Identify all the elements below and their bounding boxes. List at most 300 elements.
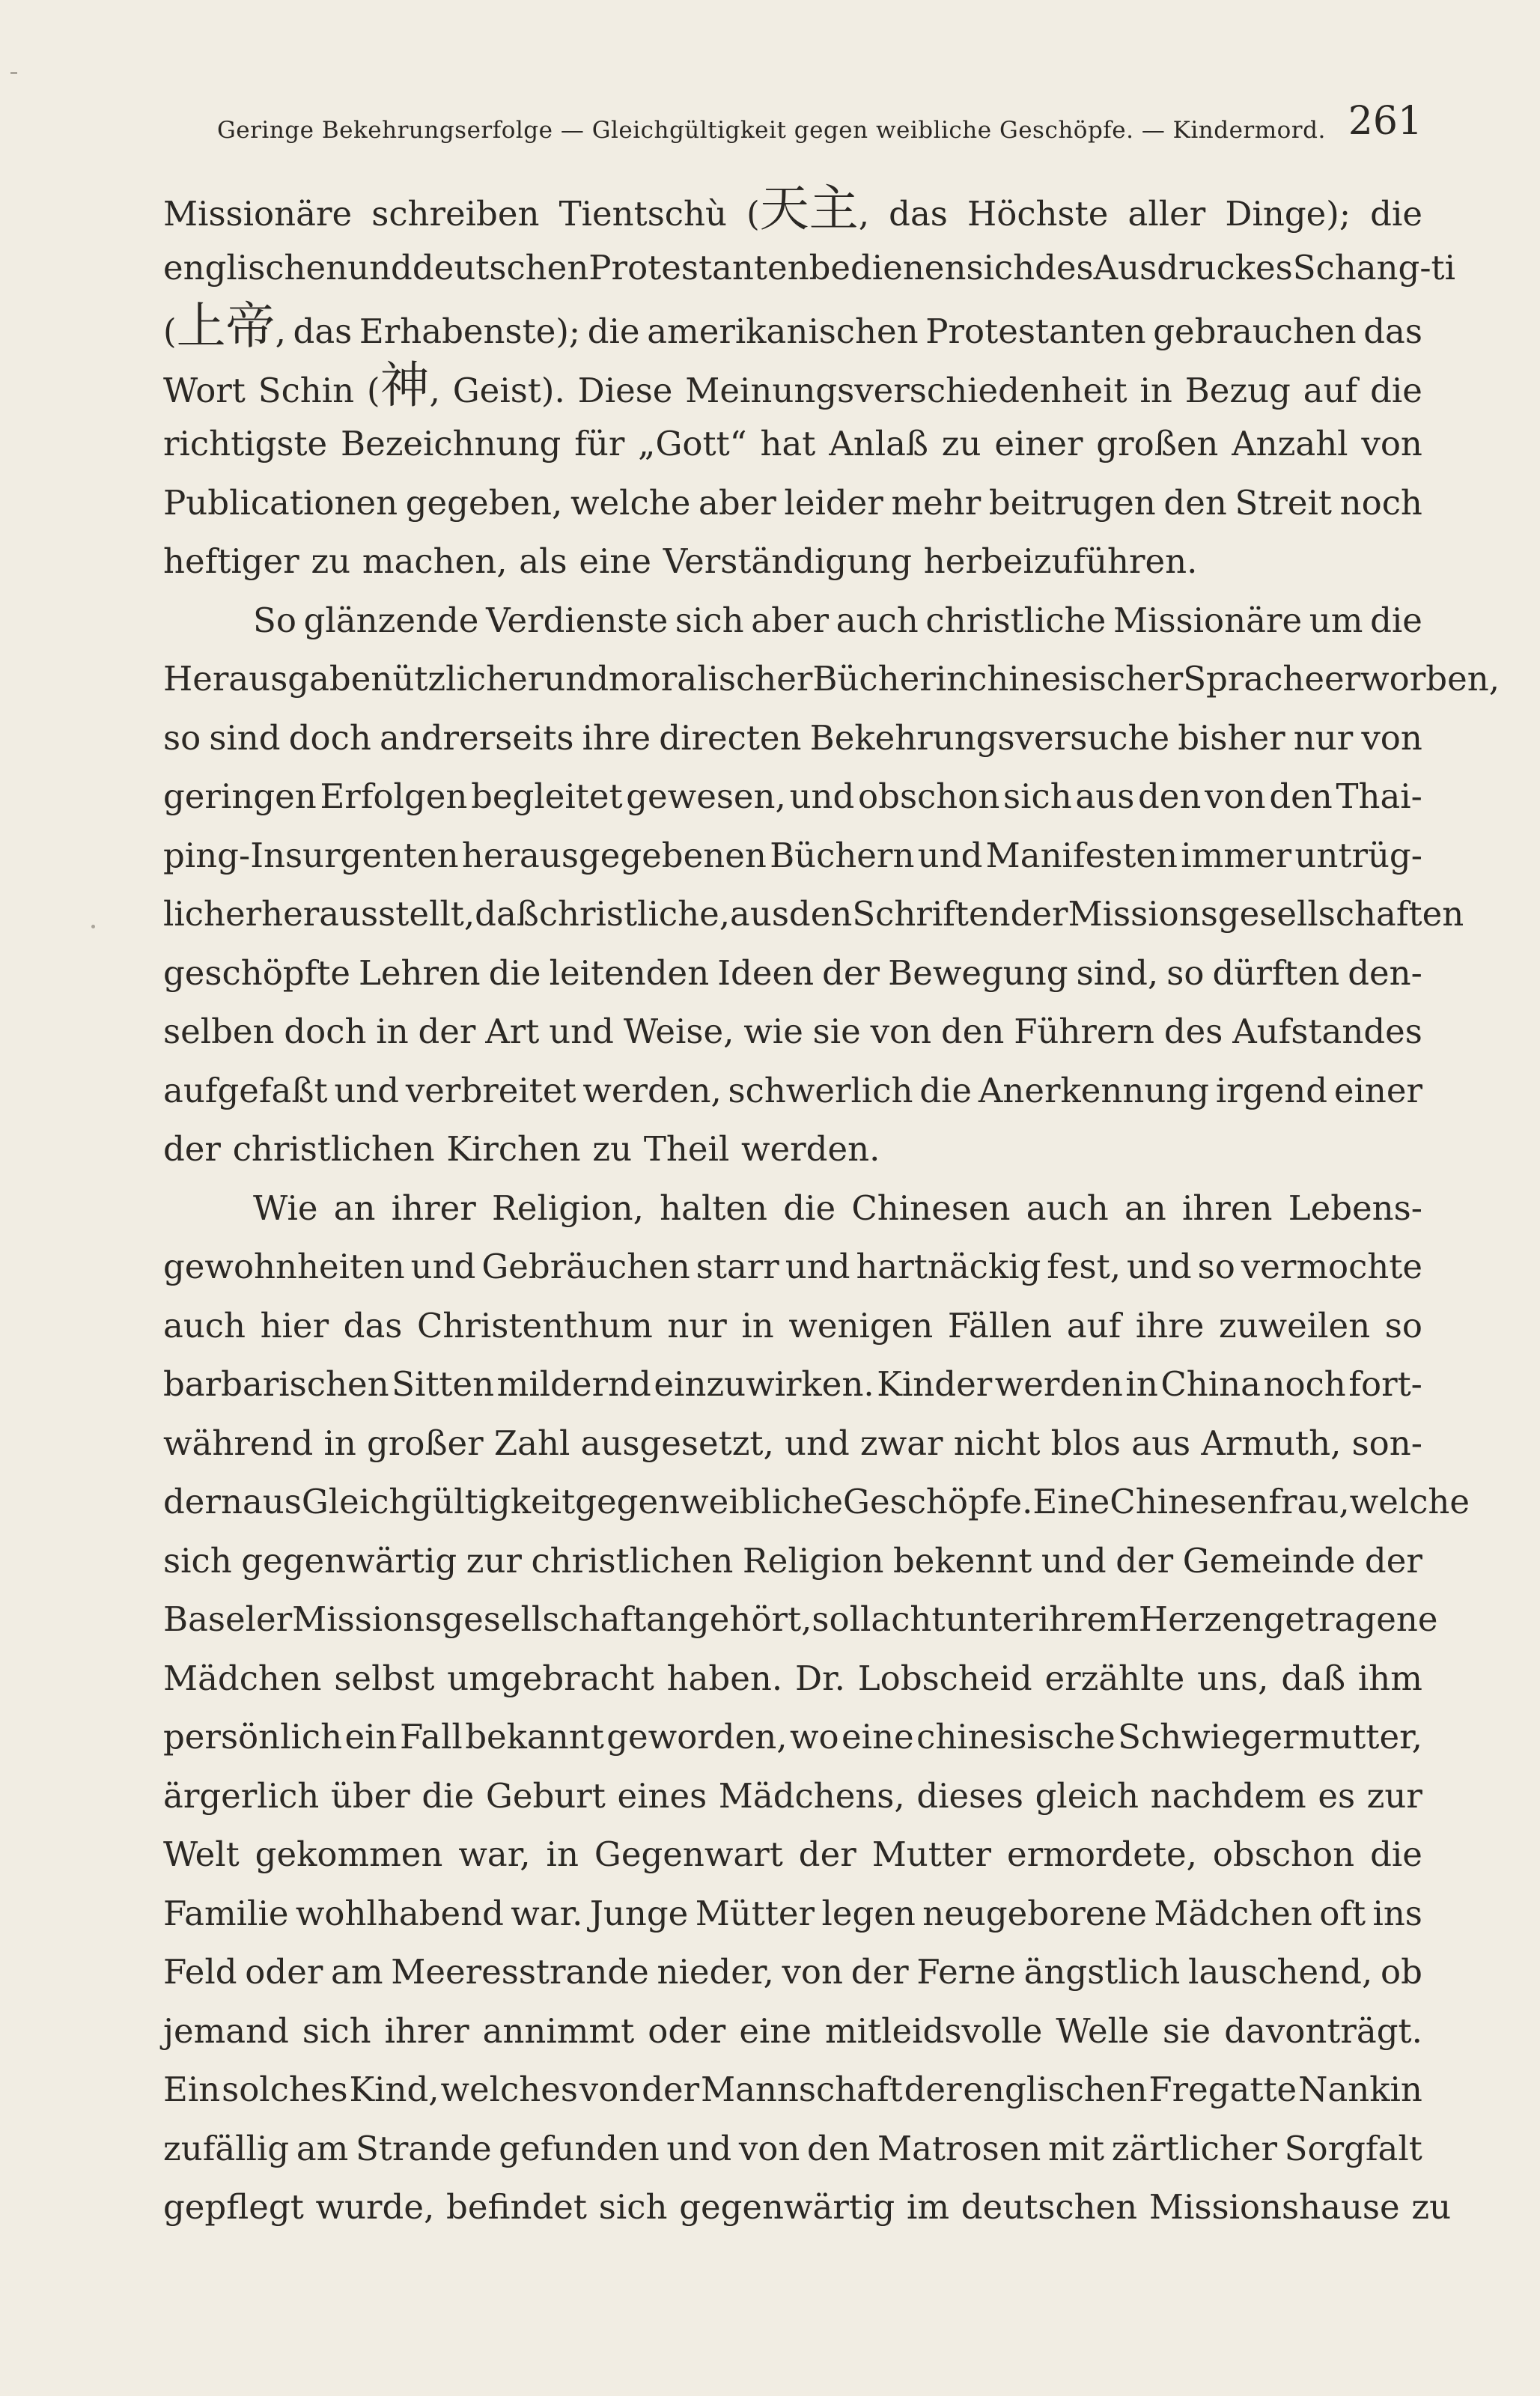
word: eines (617, 1775, 707, 1816)
word: herbeizuführen. (923, 541, 1198, 581)
word: Eine (1032, 1482, 1110, 1521)
word: Sitten (392, 1364, 495, 1404)
word: und (917, 835, 983, 875)
word: Geist). (452, 370, 565, 410)
word: Zahl (493, 1423, 570, 1463)
word: Nankin (1298, 2070, 1422, 2109)
word: Meeresstrande (391, 1952, 649, 1992)
word: gewesen, (626, 776, 786, 816)
word: Kinder (877, 1364, 993, 1404)
word: gleich (1035, 1775, 1139, 1816)
word: immer (1181, 835, 1292, 875)
word: Religion, (492, 1188, 644, 1228)
word: Lobscheid (857, 1658, 1032, 1698)
word: glänzende (303, 600, 479, 640)
word: englischen (163, 247, 348, 288)
word: Christenthum (416, 1305, 653, 1346)
word: wurde, (315, 2187, 435, 2227)
word: Chinesenfrau, (1110, 1482, 1350, 1521)
word: halten (660, 1188, 768, 1228)
word: Ein (163, 2070, 221, 2109)
word: und (785, 1247, 850, 1286)
word: licher (163, 894, 262, 934)
word: sind (209, 717, 281, 758)
word: und (544, 659, 609, 699)
paragraph (163, 1179, 1470, 2237)
word: und (347, 247, 413, 288)
word: zu (311, 541, 351, 581)
word: christliche, (538, 894, 731, 934)
word: verbreitet (405, 1070, 576, 1110)
word: ob (1380, 1952, 1422, 1992)
word: werden. (741, 1129, 880, 1169)
word: Schriften (852, 894, 1011, 934)
word: chinesische (916, 1717, 1116, 1757)
text-line (163, 1590, 1438, 1649)
word: ausgesetzt, (580, 1423, 774, 1463)
word: geworden, (606, 1717, 788, 1757)
word: Erhabenste); (359, 311, 581, 351)
word: den (1163, 482, 1227, 523)
word: mit (1047, 2128, 1105, 2168)
word: werden, (582, 1070, 722, 1110)
word: deutschen (961, 2187, 1138, 2227)
word: bekennt (892, 1540, 1032, 1581)
word: Schang-ti (1292, 247, 1456, 288)
word: auch (836, 600, 919, 640)
word: Chinesen (851, 1188, 1011, 1228)
word: Wie (253, 1188, 318, 1228)
word: so (1166, 952, 1205, 993)
word: doch (284, 1012, 367, 1051)
word: noch (1263, 1364, 1346, 1404)
word: zur (466, 1540, 522, 1581)
word: Kind, (349, 2070, 439, 2109)
word: war, (458, 1834, 531, 1874)
text-line (163, 2002, 1422, 2061)
word: bekannt (465, 1717, 604, 1757)
word: davonträgt. (1224, 2010, 1422, 2051)
word: Anzahl (1232, 424, 1348, 463)
word: Bezug (1184, 370, 1291, 410)
word: Protestanten (925, 311, 1146, 351)
word: und (410, 1247, 476, 1286)
word: nützlicher (371, 659, 544, 699)
word: jemand (163, 2010, 289, 2051)
word: von (1205, 776, 1266, 816)
word: in (1139, 370, 1172, 410)
word: annimmt (482, 2010, 635, 2051)
page-header (217, 96, 1422, 156)
text-line (163, 944, 1422, 1003)
word: als (519, 541, 567, 581)
word: sind, (1076, 952, 1159, 993)
word: das (1363, 311, 1422, 351)
word: den (1138, 776, 1202, 816)
word: richtigste (163, 424, 328, 463)
word: ihrem (1038, 1599, 1139, 1639)
word: uns, (1197, 1658, 1269, 1698)
word: den- (1348, 952, 1422, 993)
word: unter (945, 1599, 1038, 1639)
word: Junge (589, 1893, 689, 1933)
word: die (783, 1188, 836, 1228)
word: oder (245, 1952, 323, 1992)
word: am (296, 2128, 349, 2168)
word: ihm (1357, 1658, 1422, 1698)
word: blos (1050, 1423, 1121, 1463)
word: dieses (916, 1775, 1023, 1816)
word: nachdem (1150, 1775, 1306, 1816)
word: von (782, 1952, 843, 1992)
word: und (785, 1423, 850, 1463)
word: Religion (742, 1540, 884, 1581)
word: in (1125, 1364, 1158, 1404)
word: hier (260, 1305, 329, 1346)
word: „Gott“ (638, 424, 747, 463)
word: werden (994, 1364, 1123, 1404)
word: obschon (1212, 1834, 1355, 1874)
text-line (163, 592, 1422, 651)
word: erworben, (1324, 659, 1500, 699)
word: bedienen (809, 247, 967, 288)
word: den (788, 894, 853, 934)
word: die (421, 1775, 475, 1816)
word: während (163, 1423, 314, 1463)
word: ihre (1135, 1305, 1205, 1346)
word: daß (1281, 1658, 1346, 1698)
word: legen (821, 1893, 916, 1933)
word: schreiben (371, 194, 540, 234)
word: vermochte (1241, 1247, 1422, 1286)
word: zu (941, 424, 981, 463)
word: in (376, 1012, 409, 1051)
word: Mädchens, (718, 1775, 905, 1816)
word: so (1384, 1305, 1422, 1346)
word: mildernd (496, 1364, 651, 1404)
word: die (1370, 194, 1422, 234)
word: daß (475, 894, 539, 934)
word: fest, (1047, 1247, 1121, 1286)
word: so (163, 717, 201, 758)
word: des (1163, 1012, 1223, 1051)
word: an (333, 1188, 376, 1228)
word: christlichen (531, 1540, 734, 1581)
word: So (253, 600, 296, 640)
word: Ideen (717, 952, 815, 993)
text-line (163, 1003, 1422, 1062)
word: hartnäckig (856, 1247, 1041, 1286)
word: son- (1351, 1423, 1422, 1463)
word: Mädchen (1154, 1893, 1312, 1933)
word: soll (812, 1599, 871, 1639)
word: Mädchen (163, 1658, 322, 1698)
word: zu (1411, 2187, 1452, 2227)
word: zufällig (163, 2128, 290, 2168)
word: einzuwirken. (654, 1364, 874, 1404)
word: Publicationen (163, 482, 398, 523)
text-line (163, 1062, 1422, 1121)
word: leitenden (549, 952, 710, 993)
word: herausstellt, (261, 894, 475, 934)
word: schwerlich (728, 1070, 913, 1110)
word: irgend (1215, 1070, 1328, 1110)
word: Missionsgesellschaft (292, 1599, 647, 1639)
word: machen, (362, 541, 508, 581)
word: Ferne (916, 1952, 1016, 1992)
word: an (1124, 1188, 1166, 1228)
word: ihre (582, 717, 651, 758)
word: Missionäre (163, 194, 353, 234)
margin-speck (91, 925, 95, 928)
word: aus (730, 894, 789, 934)
word: Meinungsverschiedenheit (685, 370, 1127, 410)
word: mehr (891, 482, 981, 523)
word: Büchern (770, 835, 915, 875)
word: aus (1075, 776, 1135, 816)
word: der (1116, 1540, 1174, 1581)
word: Lebens- (1288, 1188, 1422, 1228)
word: Führern (1014, 1012, 1155, 1051)
word: Bekehrungsversuche (809, 717, 1170, 758)
word: beitrugen (988, 482, 1156, 523)
word: Dr. (795, 1658, 845, 1698)
word: Protestanten (588, 247, 809, 288)
word: von (1361, 424, 1422, 463)
word: Herausgabe (163, 659, 371, 699)
word: in (546, 1834, 579, 1874)
word: Mannschaft (701, 2070, 903, 2109)
word: chinesischer (968, 659, 1184, 699)
word: das (293, 311, 353, 351)
text-line (163, 709, 1422, 768)
word: Schin (258, 370, 355, 410)
word: Manifesten (985, 835, 1178, 875)
word: amerikanischen (647, 311, 919, 351)
word: der (822, 952, 880, 993)
text-line (163, 1767, 1422, 1826)
word: eine (841, 1717, 914, 1757)
word: zwar (860, 1423, 943, 1463)
word: geringen (163, 776, 317, 816)
word: einer (994, 424, 1083, 463)
word: Matrosen (877, 2128, 1041, 2168)
word: gegenwärtig (679, 2187, 895, 2227)
word: Sprache (1183, 659, 1325, 699)
word: welche (570, 482, 691, 523)
word: und (334, 1070, 400, 1110)
word: sich (966, 247, 1035, 288)
word: ins (1372, 1893, 1422, 1933)
word: von (870, 1012, 932, 1051)
word: die (1370, 1834, 1422, 1874)
word: ihren (1182, 1188, 1273, 1228)
word: Art (485, 1012, 540, 1051)
word: aus (242, 1482, 302, 1521)
text-line (163, 885, 1464, 944)
word: doch (288, 717, 371, 758)
word: Gleichgültigkeit (301, 1482, 576, 1521)
text-line (163, 1532, 1422, 1591)
word: mitleidsvolle (824, 2010, 1043, 2051)
word: und (666, 2128, 732, 2168)
word: starr (696, 1247, 779, 1286)
word: getragene (1263, 1599, 1438, 1639)
text-line (163, 356, 1422, 416)
word: haben. (666, 1658, 783, 1698)
text-line (163, 474, 1422, 533)
text-line (163, 239, 1456, 298)
word: gebrauchen (1153, 311, 1357, 351)
text-line (163, 1649, 1422, 1709)
text-line (163, 827, 1422, 886)
word: zuweilen (1218, 1305, 1371, 1346)
word: in (935, 659, 969, 699)
word: im (906, 2187, 950, 2227)
word: Schwiegermutter, (1118, 1717, 1422, 1757)
word: sich (675, 600, 744, 640)
word: nur (1293, 717, 1354, 758)
text-line (163, 1885, 1422, 1944)
word: für (574, 424, 625, 463)
word: Weise, (623, 1012, 734, 1051)
word: sich (1003, 776, 1072, 816)
running-head: Geringe Bekehrungserfolge — Gleichgültigkeit gegen weibliche Geschöpfe. — Kindermord. (217, 117, 1326, 144)
word: Verständigung (663, 541, 913, 581)
word: acht (871, 1599, 946, 1639)
word: Gemeinde (1182, 1540, 1356, 1581)
word: Thai- (1336, 776, 1422, 816)
word: zu (592, 1129, 633, 1169)
text-line (163, 1943, 1422, 2002)
word: der (163, 1129, 221, 1169)
word: Missionäre (1113, 600, 1303, 640)
text-line (163, 297, 1422, 356)
word: begleitet (471, 776, 623, 816)
word: über (330, 1775, 410, 1816)
word: Kirchen (446, 1129, 581, 1169)
word: noch (1339, 482, 1422, 523)
word: gewohnheiten (163, 1247, 405, 1286)
word: Strande (355, 2128, 492, 2168)
body-text (163, 180, 1500, 2237)
word: fort- (1348, 1364, 1422, 1404)
text-line (163, 1297, 1422, 1356)
word: von (1361, 717, 1422, 758)
word: am (331, 1952, 383, 1992)
word: lauschend, (1188, 1952, 1373, 1992)
text-line (163, 180, 1422, 239)
word: deutschen (412, 247, 589, 288)
word: befindet (446, 2187, 588, 2227)
word: Fällen (947, 1305, 1053, 1346)
word: (天主, (746, 180, 869, 237)
word: ermordete, (1007, 1834, 1197, 1874)
word: auch (163, 1305, 246, 1346)
word: Feld (163, 1952, 237, 1992)
word: Gebräuchen (481, 1247, 690, 1286)
word: und (549, 1012, 614, 1051)
word: den (940, 1012, 1005, 1051)
word: Theil (643, 1129, 730, 1169)
word: und (789, 776, 855, 816)
word: Familie (163, 1893, 289, 1933)
word: (上帝, (163, 297, 286, 355)
word: herausgegebenen (461, 835, 767, 875)
word: das (343, 1305, 403, 1346)
word: ping-Insurgenten (163, 835, 459, 875)
word: heftiger (163, 541, 299, 581)
word: Gegenwart (594, 1834, 783, 1874)
word: in (323, 1423, 356, 1463)
word: Wort (163, 370, 246, 410)
text-line (163, 415, 1422, 474)
word: ärgerlich (163, 1775, 320, 1816)
word: der (798, 1834, 856, 1874)
text-line (163, 1473, 1470, 1532)
chinese-characters: 天主 (759, 180, 859, 237)
word: gekommen (255, 1834, 443, 1874)
text-line (163, 1179, 1422, 1238)
word: die (919, 1070, 973, 1110)
word: der (904, 2070, 962, 2109)
word: gefunden (499, 2128, 660, 2168)
word: Anlaß (829, 424, 928, 463)
word: der (850, 1952, 909, 1992)
word: umgebracht (447, 1658, 654, 1698)
word: gegen (575, 1482, 681, 1521)
word: Tientschù (559, 194, 727, 234)
word: oft (1319, 1893, 1366, 1933)
word: sie (812, 1012, 861, 1051)
word: dern (163, 1482, 243, 1521)
word: gegeben, (405, 482, 563, 523)
word: so (1197, 1247, 1235, 1286)
word: war. (511, 1893, 583, 1933)
word: bisher (1178, 717, 1285, 758)
word: Baseler (163, 1599, 293, 1639)
word: Ausdruckes (1093, 247, 1293, 288)
word: China (1160, 1364, 1261, 1404)
word: Geschöpfe. (843, 1482, 1033, 1521)
word: aufgefaßt (163, 1070, 328, 1110)
word: und (1126, 1247, 1192, 1286)
text-line (163, 1825, 1422, 1885)
word: Mütter (695, 1893, 815, 1933)
word: Missionsgesellschaften (1068, 894, 1464, 934)
word: Verdienste (486, 600, 669, 640)
text-line (163, 650, 1500, 709)
margin-speck (10, 72, 17, 74)
word: Geburt (485, 1775, 606, 1816)
word: aber (698, 482, 776, 523)
word: leider (784, 482, 883, 523)
word: sie (1163, 2010, 1211, 2051)
text-line (163, 1708, 1422, 1767)
word: eine (579, 541, 651, 581)
text-line (163, 1414, 1422, 1474)
word: Höchste (967, 194, 1109, 234)
word: eine (739, 2010, 812, 2051)
word: directen (659, 717, 802, 758)
word: die (587, 311, 640, 351)
word: nur (667, 1305, 727, 1346)
text-line (163, 2061, 1422, 2120)
word: in (741, 1305, 774, 1346)
word: Dinge); (1225, 194, 1351, 234)
word: der (1010, 894, 1068, 934)
word: ängstlich (1023, 1952, 1181, 1992)
